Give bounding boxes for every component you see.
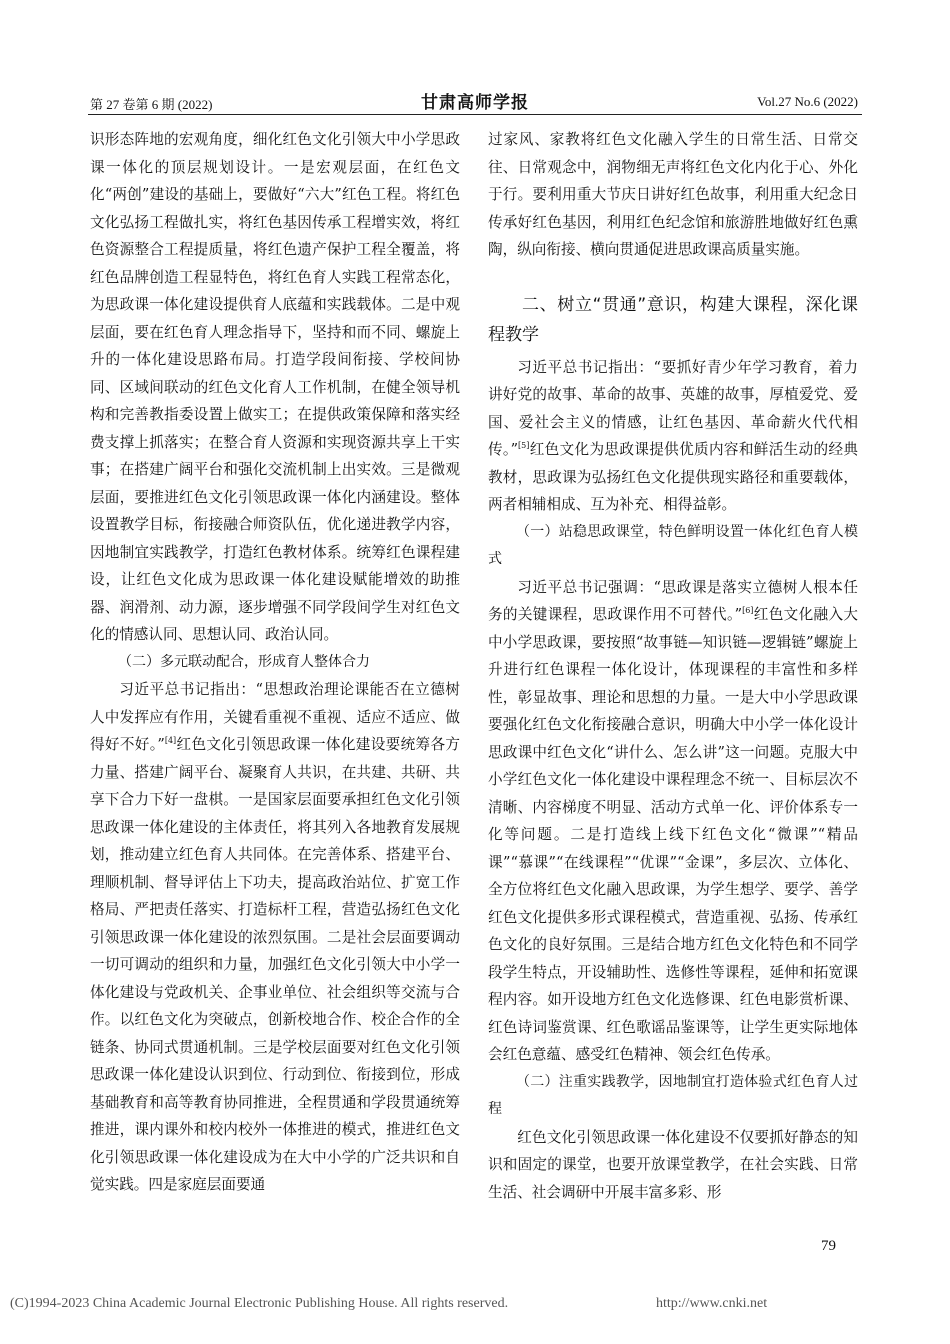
quote-text: 习近平总书记指出：“要抓好青少年学习教育，着力讲好党的故事、革命的故事、英雄的故事，厚植爱党、爱国、爱社会主义的情感，让红色基因、革命薪火代代相传。” [488, 358, 858, 458]
section-heading: 二、树立“贯通”意识，构建大课程，深化课程教学 [488, 294, 858, 345]
citation-ref[interactable]: [6] [742, 606, 754, 616]
running-header-volume: 第 27 卷第 6 期 (2022) [90, 97, 213, 112]
paragraph-text: 红色文化引领思政课一体化建设要统筹各方力量、搭建广阔平台、凝聚育人共识，在共建、共研、共享下合力下好一盘棋。一是国家层面要承担红色文化引领思政课一体化建设的主体责任，将其列入各地教育发展规划，推动建立红色育人共同体。在完善体系、搭建平台、理顺机制、督导评估上下功夫，提高政治站位、扩宽工作格局、严把责任落实、打造标杆工程，营造弘扬红色文化引领思政课一体化建设的浓烈氛围。二是社会层面要调动一切可调动的组织和力量，加强红色文化引领大中小学一体化建设与党政机关、企事业单位、社会组织等交流与合作。以红色文化为突破点，创新校地合作、校企合作的全链条、协同式贯通机制。三是学校层面要对红色文化引领思政课一体化建设认识到位、行动到位、衔接到位，形成基础教育和高等教育协同推进，全程贯通和学段贯通统筹推进，课内课外和校内校外一体推进的模式，推进红色文化引领思政课一体化建设成为在大中小学的广泛共识和自觉实践。四是家庭层面要通 [90, 736, 460, 1193]
subsection-heading: （一）站稳思政课堂，特色鲜明设置一体化红色育人模式 [488, 523, 858, 567]
subsection-heading: （二）多元联动配合，形成育人整体合力 [118, 653, 370, 670]
running-header-volume-en: Vol.27 No.6 (2022) [757, 94, 858, 109]
paragraph-text: 红色文化为思政课提供优质内容和鲜活生动的经典教材，思政课为弘扬红色文化提供现实路径和重要载体，两者相辅相成、互为补充、相得益彰。 [488, 441, 858, 513]
right-column [488, 126, 858, 1206]
footer-site-link[interactable]: http://www.cnki.net [656, 1296, 768, 1311]
quote-text: 习近平总书记强调：“思政课是落实立德树人根本任务的关键课程，思政课作用不可替代。” [488, 578, 858, 623]
journal-title: 甘肃高师学报 [421, 93, 529, 113]
paragraph [90, 676, 460, 1199]
paragraph [488, 574, 858, 1069]
left-column [90, 126, 460, 1199]
citation-ref[interactable]: [5] [518, 441, 530, 451]
paragraph: 识形态阵地的宏观角度，细化红色文化引领大中小学思政课一体化的顶层规划设计。一是宏观层面，在红色文化“两创”建设的基础上，要做好“六大”红色工程。将红色文化弘扬工程做扎实，将红色基因传承工程增实效，将红色资源整合工程提质量，将红色遗产保护工程全覆盖，将红色品牌创造工程显特色，将红色育人实践工程常态化，为思政课一体化建设提供育人底蕴和实践载体。二是中观层面，要在红色育人理念指导下，坚持和而不同、螺旋上升的一体化建设思路布局。打造学段间衔接、学校间协同、区域间联动的红色文化育人工作机制，在健全领导机构和完善教指委设置上做实工；在提供政策保障和落实经费支撑上抓落实；在整合育人资源和实现资源共享上干实事；在搭建广阔平台和强化交流机制上出实效。三是微观层面，要推进红色文化引领思政课一体化内涵建设。整体设置教学目标，衔接融合师资队伍，优化递进教学内容，因地制宜实践教学，打造红色教材体系。统筹红色课程建设，让红色文化成为思政课一体化建设赋能增效的助推器、润滑剂、动力源，逐步增强不同学段间学生对红色文化的情感认同、思想认同、政治认同。 [90, 131, 460, 643]
citation-ref[interactable]: [4] [164, 736, 177, 746]
paragraph: 过家风、家教将红色文化融入学生的日常生活、日常交往、日常观念中，润物细无声将红色文化内化于心、外化于行。要利用重大节庆日讲好红色故事，利用重大纪念日传承好红色基因，利用红色纪念馆和旅游胜地做好红色熏陶，纵向衔接、横向贯通促进思政课高质量实施。 [488, 131, 858, 258]
paragraph [488, 354, 858, 519]
subsection-heading: （二）注重实践教学，因地制宜打造体验式红色育人过程 [488, 1073, 858, 1117]
quote-text: 习近平总书记指出：“思想政治理论课能否在立德树人中发挥应有作用，关键看重视不重视、适应不适应、做得好不好。” [90, 681, 460, 753]
page-number: 79 [821, 1238, 836, 1254]
paragraph-text: 红色文化融入大中小学思政课，要按照“故事链—知识链—逻辑链”螺旋上升进行红色课程一体化设计，体现课程的丰富性和多样性，彰显故事、理论和思想的力量。一是大中小学思政课要强化红色文化衔接融合意识，明确大中小学一体化设计思政课中红色文化“讲什么、怎么讲”这一问题。克服大中小学红色文化一体化建设中课程理念不统一、目标层次不清晰、内容梯度不明显、活动方式单一化、评价体系专一化等问题。二是打造线上线下红色文化“微课”“精品课”“慕课”“在线课程”“优课”“金课”，多层次、立体化、全方位将红色文化融入思政课，为学生想学、要学、善学红色文化提供多形式课程模式，营造重视、弘扬、传承红色文化的良好氛围。三是结合地方红色文化特色和不同学段学生特点，开设辅助性、选修性等课程，延伸和拓宽课程内容。如开设地方红色文化选修课、红色电影赏析课、红色诗词鉴赏课、红色歌谣品鉴课等，让学生更实际地体会红色意蕴、感受红色精神、领会红色传承。 [488, 606, 858, 1063]
paragraph: 红色文化引领思政课一体化建设不仅要抓好静态的知识和固定的课堂，也要开放课堂教学，在社会实践、日常生活、社会调研中开展丰富多彩、形 [488, 1128, 858, 1201]
copyright-footer: (C)1994-2023 China Academic Journal Electronic Publishing House. All rights reserved. [10, 1296, 509, 1311]
header-rule [88, 114, 862, 115]
